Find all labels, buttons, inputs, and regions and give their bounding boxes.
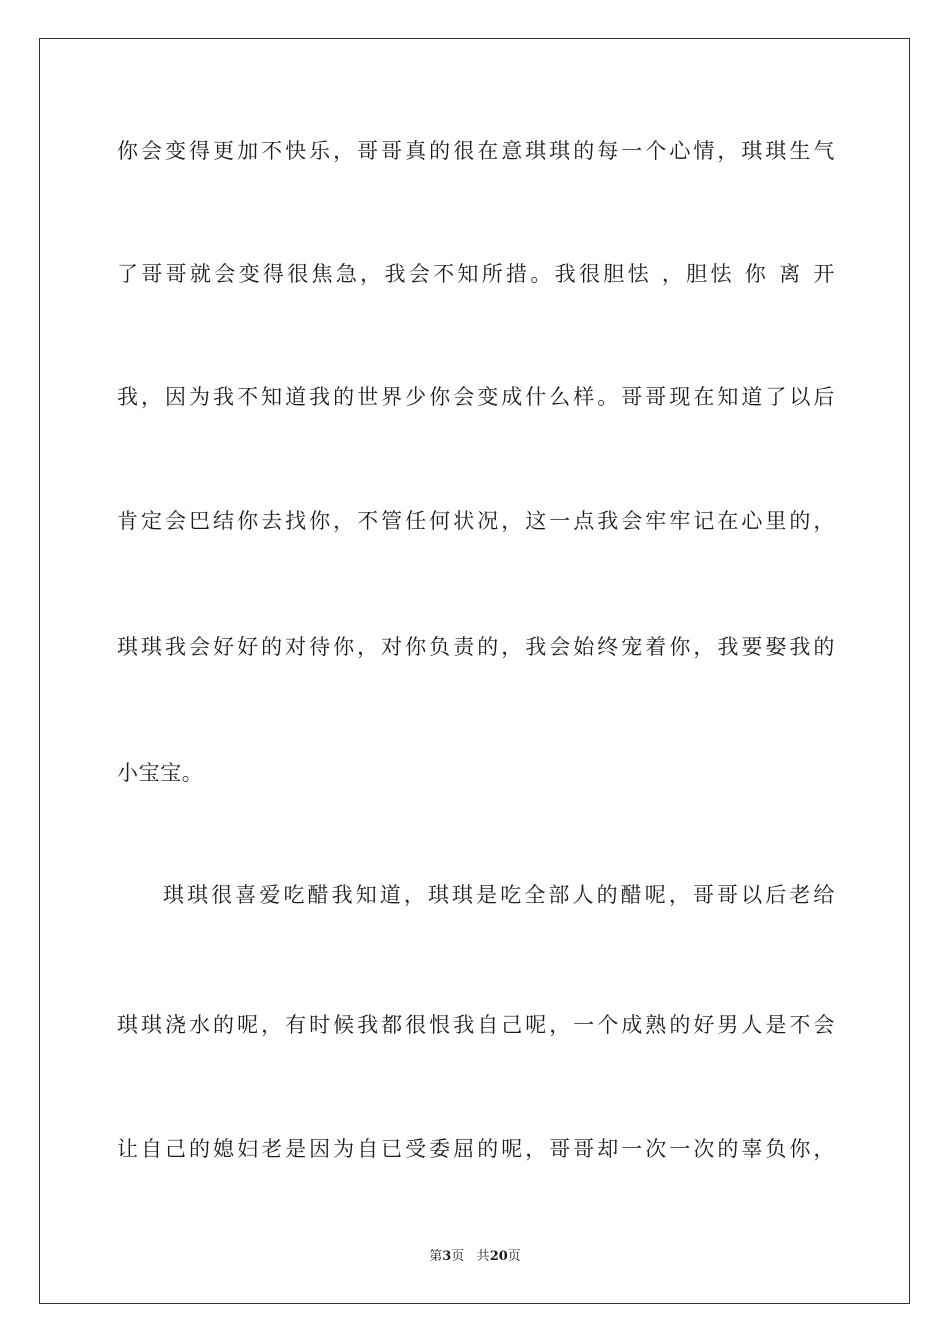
page-number: 3 [442,1249,452,1264]
text-line: 让自己的媳妇老是因为自已受委屈的呢，哥哥却一次一次的辜负你， [117,1137,835,1161]
total-pages: 20 [489,1249,508,1264]
text-line: 了哥哥就会变得很焦急，我会不知所措。我很胆怯 ，胆怯 你 离 开 [117,262,835,286]
text-line: 琪琪浇水的呢，有时候我都很恨我自己呢，一个成熟的好男人是不会 [117,1013,835,1037]
text-line: 琪琪我会好好的对待你，对你负责的，我会始终宠着你，我要娶我的 [117,635,835,659]
page-border [39,38,910,1304]
page-footer [0,1248,950,1266]
text-line: 你会变得更加不快乐，哥哥真的很在意琪琪的每一个心情，琪琪生气 [117,139,835,163]
page-suffix: 页 [451,1249,465,1264]
paragraph-first-line: 琪琪很喜爱吃醋我知道，琪琪是吃全部人的醋呢，哥哥以后老给 [163,883,835,907]
total-prefix: 共 [476,1249,490,1264]
total-suffix: 页 [507,1249,521,1264]
text-line: 肯定会巴结你去找你，不管任何状况，这一点我会牢牢记在心里的， [117,509,835,533]
page-prefix: 第 [429,1249,443,1264]
text-line: 我，因为我不知道我的世界少你会变成什么样。哥哥现在知道了以后 [117,385,835,409]
text-line: 小宝宝。 [117,761,204,785]
